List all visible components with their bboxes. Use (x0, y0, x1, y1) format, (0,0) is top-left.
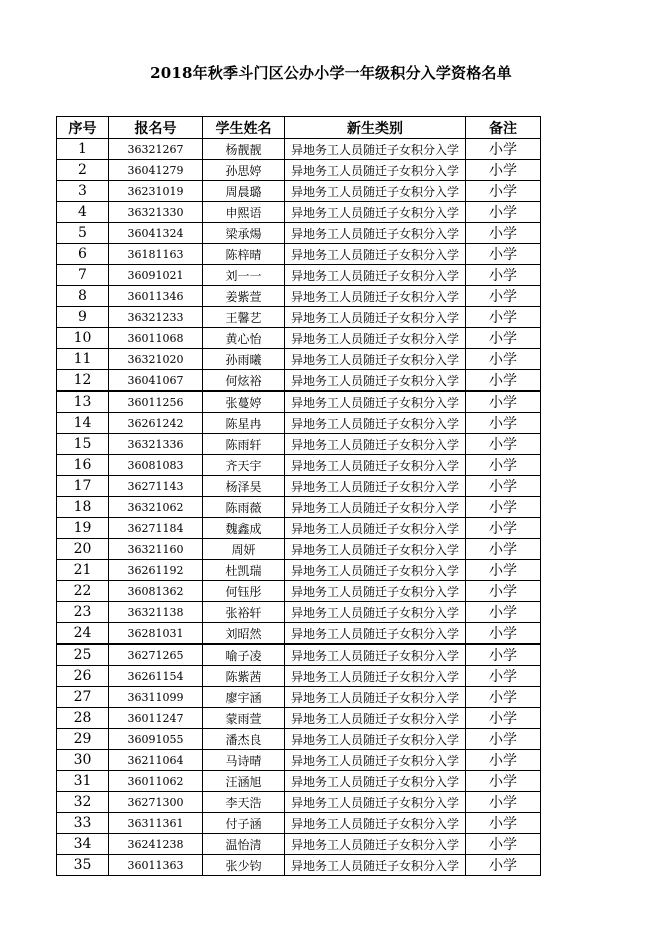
table-row (57, 413, 541, 434)
table-row (57, 518, 541, 539)
cell-reg: 36261192 (109, 560, 203, 581)
cell-name: 何钰彤 (203, 581, 285, 602)
cell-note: 小学 (466, 581, 541, 602)
table-row (57, 370, 541, 392)
cell-no: 25 (57, 644, 109, 666)
header-note: 备注 (466, 117, 541, 139)
cell-category: 异地务工人员随迁子女积分入学 (285, 602, 466, 623)
cell-name: 杜凯瑞 (203, 560, 285, 581)
cell-note: 小学 (466, 813, 541, 834)
cell-name: 申熙语 (203, 202, 285, 223)
cell-reg: 36311361 (109, 813, 203, 834)
cell-no: 14 (57, 413, 109, 434)
cell-reg: 36041279 (109, 160, 203, 181)
table-row (57, 602, 541, 623)
cell-name: 孙思婷 (203, 160, 285, 181)
cell-no: 30 (57, 750, 109, 771)
cell-category: 异地务工人员随迁子女积分入学 (285, 434, 466, 455)
cell-no: 32 (57, 792, 109, 813)
cell-note: 小学 (466, 370, 541, 392)
cell-reg: 36321330 (109, 202, 203, 223)
cell-name: 杨泽昊 (203, 476, 285, 497)
cell-note: 小学 (466, 391, 541, 413)
cell-category: 异地务工人员随迁子女积分入学 (285, 286, 466, 307)
cell-category: 异地务工人员随迁子女积分入学 (285, 623, 466, 645)
cell-reg: 36271143 (109, 476, 203, 497)
cell-name: 潘杰良 (203, 729, 285, 750)
cell-category: 异地务工人员随迁子女积分入学 (285, 771, 466, 792)
table-row (57, 644, 541, 666)
cell-no: 24 (57, 623, 109, 645)
cell-reg: 36091055 (109, 729, 203, 750)
cell-name: 魏鑫成 (203, 518, 285, 539)
cell-name: 蒙雨萱 (203, 708, 285, 729)
cell-note: 小学 (466, 349, 541, 370)
cell-no: 4 (57, 202, 109, 223)
table-row (57, 813, 541, 834)
cell-note: 小学 (466, 434, 541, 455)
cell-category: 异地务工人员随迁子女积分入学 (285, 581, 466, 602)
cell-category: 异地务工人员随迁子女积分入学 (285, 644, 466, 666)
cell-reg: 36321020 (109, 349, 203, 370)
cell-name: 周晨璐 (203, 181, 285, 202)
table-row (57, 855, 541, 876)
cell-note: 小学 (466, 455, 541, 476)
cell-no: 19 (57, 518, 109, 539)
header-reg: 报名号 (109, 117, 203, 139)
cell-reg: 36271265 (109, 644, 203, 666)
table-row (57, 328, 541, 349)
cell-name: 陈紫茜 (203, 666, 285, 687)
cell-reg: 36281031 (109, 623, 203, 645)
cell-category: 异地务工人员随迁子女积分入学 (285, 160, 466, 181)
cell-category: 异地务工人员随迁子女积分入学 (285, 560, 466, 581)
cell-no: 35 (57, 855, 109, 876)
cell-reg: 36011256 (109, 391, 203, 413)
cell-category: 异地务工人员随迁子女积分入学 (285, 202, 466, 223)
cell-no: 9 (57, 307, 109, 328)
table-row (57, 202, 541, 223)
cell-note: 小学 (466, 244, 541, 265)
cell-note: 小学 (466, 223, 541, 244)
table-row (57, 560, 541, 581)
table-row (57, 349, 541, 370)
cell-note: 小学 (466, 476, 541, 497)
cell-name: 喻子凌 (203, 644, 285, 666)
cell-note: 小学 (466, 855, 541, 876)
cell-no: 31 (57, 771, 109, 792)
cell-name: 何炫裕 (203, 370, 285, 392)
cell-note: 小学 (466, 708, 541, 729)
cell-no: 1 (57, 139, 109, 160)
cell-reg: 36011346 (109, 286, 203, 307)
cell-reg: 36241238 (109, 834, 203, 855)
cell-category: 异地务工人员随迁子女积分入学 (285, 370, 466, 392)
cell-note: 小学 (466, 771, 541, 792)
cell-reg: 36011247 (109, 708, 203, 729)
table-row (57, 139, 541, 160)
cell-name: 温怡清 (203, 834, 285, 855)
table-row (57, 623, 541, 645)
table-row (57, 307, 541, 328)
cell-reg: 36081362 (109, 581, 203, 602)
cell-no: 12 (57, 370, 109, 392)
table-row (57, 265, 541, 286)
table-row (57, 581, 541, 602)
cell-note: 小学 (466, 560, 541, 581)
cell-name: 杨靓靓 (203, 139, 285, 160)
cell-category: 异地务工人员随迁子女积分入学 (285, 349, 466, 370)
table-row (57, 834, 541, 855)
cell-note: 小学 (466, 160, 541, 181)
cell-category: 异地务工人员随迁子女积分入学 (285, 539, 466, 560)
cell-note: 小学 (466, 307, 541, 328)
cell-category: 异地务工人员随迁子女积分入学 (285, 497, 466, 518)
cell-note: 小学 (466, 518, 541, 539)
table-row (57, 750, 541, 771)
table-row (57, 181, 541, 202)
cell-no: 26 (57, 666, 109, 687)
cell-name: 张蔓婷 (203, 391, 285, 413)
cell-category: 异地务工人员随迁子女积分入学 (285, 181, 466, 202)
table-row (57, 455, 541, 476)
cell-note: 小学 (466, 687, 541, 708)
cell-note: 小学 (466, 328, 541, 349)
cell-name: 陈雨轩 (203, 434, 285, 455)
cell-reg: 36261242 (109, 413, 203, 434)
cell-category: 异地务工人员随迁子女积分入学 (285, 708, 466, 729)
table-row (57, 391, 541, 413)
cell-note: 小学 (466, 644, 541, 666)
cell-name: 汪涵旭 (203, 771, 285, 792)
cell-no: 6 (57, 244, 109, 265)
table-row (57, 539, 541, 560)
cell-reg: 36081083 (109, 455, 203, 476)
cell-note: 小学 (466, 265, 541, 286)
cell-name: 黄心怡 (203, 328, 285, 349)
cell-note: 小学 (466, 539, 541, 560)
table-row (57, 244, 541, 265)
cell-reg: 36321138 (109, 602, 203, 623)
cell-name: 刘昭然 (203, 623, 285, 645)
cell-no: 16 (57, 455, 109, 476)
cell-no: 29 (57, 729, 109, 750)
admission-table (56, 116, 541, 876)
cell-category: 异地务工人员随迁子女积分入学 (285, 729, 466, 750)
cell-name: 周妍 (203, 539, 285, 560)
cell-no: 5 (57, 223, 109, 244)
cell-no: 23 (57, 602, 109, 623)
table-row (57, 160, 541, 181)
cell-reg: 36321267 (109, 139, 203, 160)
cell-reg: 36271184 (109, 518, 203, 539)
cell-note: 小学 (466, 729, 541, 750)
table-row (57, 286, 541, 307)
cell-name: 李天浩 (203, 792, 285, 813)
cell-category: 异地务工人员随迁子女积分入学 (285, 792, 466, 813)
cell-category: 异地务工人员随迁子女积分入学 (285, 666, 466, 687)
cell-category: 异地务工人员随迁子女积分入学 (285, 391, 466, 413)
cell-no: 33 (57, 813, 109, 834)
cell-name: 齐天宇 (203, 455, 285, 476)
table-row (57, 771, 541, 792)
cell-reg: 36321233 (109, 307, 203, 328)
cell-note: 小学 (466, 413, 541, 434)
cell-reg: 36041324 (109, 223, 203, 244)
cell-no: 8 (57, 286, 109, 307)
cell-category: 异地务工人员随迁子女积分入学 (285, 413, 466, 434)
cell-note: 小学 (466, 602, 541, 623)
cell-category: 异地务工人员随迁子女积分入学 (285, 855, 466, 876)
cell-name: 刘一一 (203, 265, 285, 286)
cell-note: 小学 (466, 834, 541, 855)
table-row (57, 434, 541, 455)
cell-no: 22 (57, 581, 109, 602)
cell-no: 3 (57, 181, 109, 202)
cell-note: 小学 (466, 286, 541, 307)
cell-name: 孙雨曦 (203, 349, 285, 370)
cell-name: 梁承煬 (203, 223, 285, 244)
table-row (57, 223, 541, 244)
cell-reg: 36271300 (109, 792, 203, 813)
cell-no: 20 (57, 539, 109, 560)
cell-name: 付子涵 (203, 813, 285, 834)
cell-category: 异地务工人员随迁子女积分入学 (285, 518, 466, 539)
cell-reg: 36311099 (109, 687, 203, 708)
table-row (57, 708, 541, 729)
header-name: 学生姓名 (203, 117, 285, 139)
cell-category: 异地务工人员随迁子女积分入学 (285, 139, 466, 160)
cell-name: 马诗晴 (203, 750, 285, 771)
cell-name: 陈雨薇 (203, 497, 285, 518)
cell-note: 小学 (466, 181, 541, 202)
cell-no: 2 (57, 160, 109, 181)
table-row (57, 497, 541, 518)
header-no: 序号 (57, 117, 109, 139)
cell-name: 陈星冉 (203, 413, 285, 434)
cell-no: 10 (57, 328, 109, 349)
cell-no: 17 (57, 476, 109, 497)
cell-reg: 36011068 (109, 328, 203, 349)
cell-category: 异地务工人员随迁子女积分入学 (285, 455, 466, 476)
cell-no: 18 (57, 497, 109, 518)
cell-note: 小学 (466, 623, 541, 645)
cell-reg: 36011062 (109, 771, 203, 792)
table-row (57, 666, 541, 687)
cell-no: 28 (57, 708, 109, 729)
cell-no: 27 (57, 687, 109, 708)
cell-note: 小学 (466, 666, 541, 687)
cell-name: 姜紫萱 (203, 286, 285, 307)
cell-reg: 36231019 (109, 181, 203, 202)
table-row (57, 792, 541, 813)
cell-no: 13 (57, 391, 109, 413)
cell-reg: 36041067 (109, 370, 203, 392)
cell-name: 廖宇涵 (203, 687, 285, 708)
cell-note: 小学 (466, 139, 541, 160)
cell-no: 34 (57, 834, 109, 855)
header-category: 新生类别 (285, 117, 466, 139)
cell-reg: 36181163 (109, 244, 203, 265)
cell-category: 异地务工人员随迁子女积分入学 (285, 328, 466, 349)
cell-note: 小学 (466, 792, 541, 813)
cell-category: 异地务工人员随迁子女积分入学 (285, 750, 466, 771)
cell-reg: 36321062 (109, 497, 203, 518)
table-header-row (57, 117, 541, 139)
cell-note: 小学 (466, 750, 541, 771)
cell-name: 张少钧 (203, 855, 285, 876)
cell-name: 陈梓晴 (203, 244, 285, 265)
table-row (57, 687, 541, 708)
cell-no: 11 (57, 349, 109, 370)
table-row (57, 476, 541, 497)
cell-reg: 36091021 (109, 265, 203, 286)
cell-note: 小学 (466, 497, 541, 518)
table-body (57, 139, 541, 876)
cell-category: 异地务工人员随迁子女积分入学 (285, 223, 466, 244)
cell-note: 小学 (466, 202, 541, 223)
cell-reg: 36321160 (109, 539, 203, 560)
cell-category: 异地务工人员随迁子女积分入学 (285, 834, 466, 855)
cell-name: 王馨艺 (203, 307, 285, 328)
cell-reg: 36261154 (109, 666, 203, 687)
cell-no: 15 (57, 434, 109, 455)
cell-no: 7 (57, 265, 109, 286)
cell-name: 张裕轩 (203, 602, 285, 623)
page-title: 2018年秋季斗门区公办小学一年级积分入学资格名单 (150, 64, 512, 82)
cell-category: 异地务工人员随迁子女积分入学 (285, 476, 466, 497)
cell-no: 21 (57, 560, 109, 581)
cell-category: 异地务工人员随迁子女积分入学 (285, 244, 466, 265)
cell-reg: 36011363 (109, 855, 203, 876)
cell-category: 异地务工人员随迁子女积分入学 (285, 307, 466, 328)
cell-reg: 36321336 (109, 434, 203, 455)
cell-category: 异地务工人员随迁子女积分入学 (285, 687, 466, 708)
cell-reg: 36211064 (109, 750, 203, 771)
table-row (57, 729, 541, 750)
cell-category: 异地务工人员随迁子女积分入学 (285, 265, 466, 286)
cell-category: 异地务工人员随迁子女积分入学 (285, 813, 466, 834)
